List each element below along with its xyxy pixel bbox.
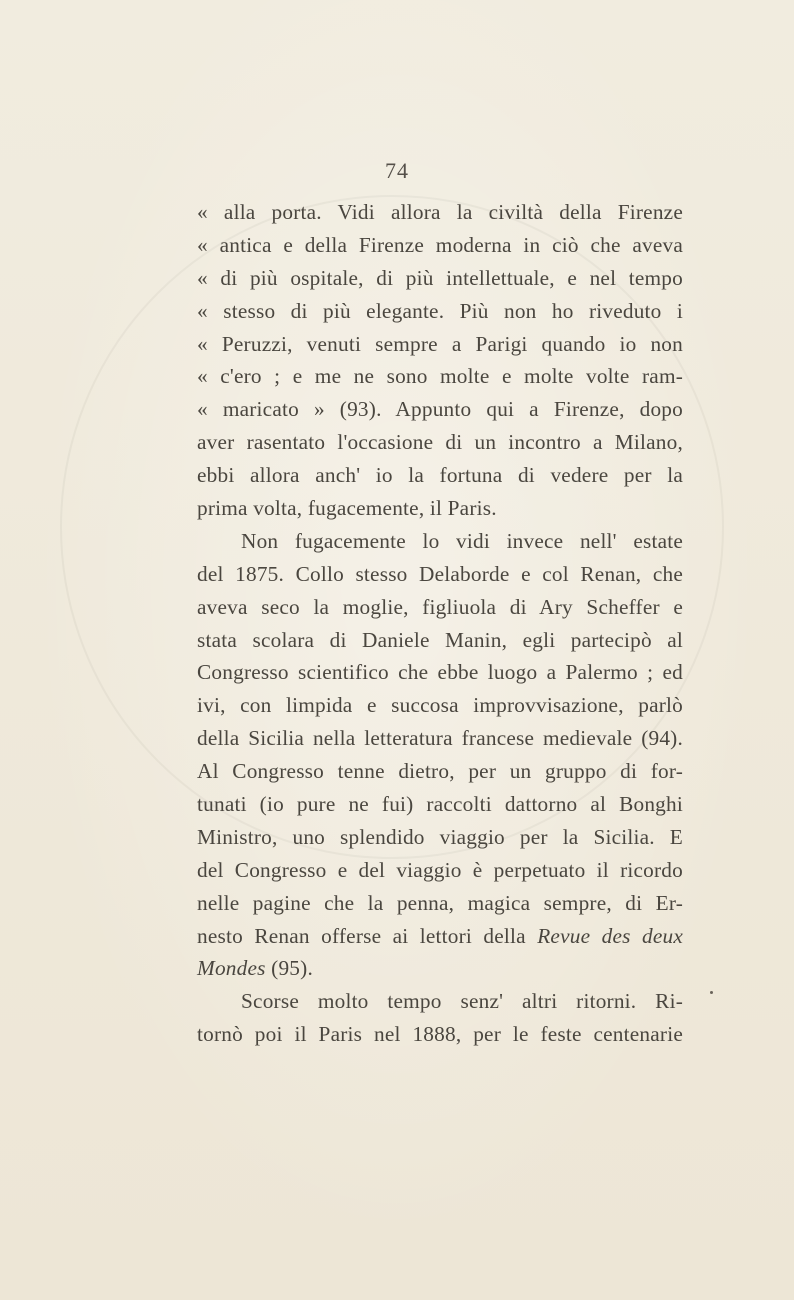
text-line: aveva seco la moglie, figliuola di Ary Scheffer e: [197, 594, 683, 619]
text-fragment: nesto Renan offerse ai lettori della: [197, 923, 526, 948]
text-line: « stesso di più elegante. Più non ho riveduto i: [197, 298, 683, 323]
text-line: del Congresso e del viaggio è perpetuato il ricordo: [197, 857, 683, 882]
text-line: « Peruzzi, venuti sempre a Parigi quando io non: [197, 331, 683, 356]
text-line: prima volta, fugacemente, il Paris.: [197, 496, 497, 521]
text-line: ebbi allora anch' io la fortuna di vedere per la: [197, 463, 683, 488]
journal-title: Mondes: [197, 956, 266, 981]
text-line: « maricato » (93). Appunto qui a Firenze, dopo: [197, 397, 683, 422]
footnote-ref: (95).: [271, 956, 313, 981]
body-text: [197, 196, 683, 1051]
text-line: tornò poi il Paris nel 1888, per le feste centenarie: [197, 1022, 683, 1047]
text-line-with-journal: [197, 920, 683, 953]
text-line: tunati (io pure ne fui) raccolti dattorno al Bonghi: [197, 792, 683, 817]
text-line: del 1875. Collo stesso Delaborde e col Renan, che: [197, 561, 683, 586]
text-line: Non fugacemente lo vidi invece nell' estate: [241, 528, 683, 553]
text-line: stata scolara di Daniele Manin, egli partecipò al: [197, 627, 683, 652]
text-line: « di più ospitale, di più intellettuale, e nel tempo: [197, 265, 683, 290]
page-number: 74: [385, 158, 409, 183]
text-line: « alla porta. Vidi allora la civiltà della Firenze: [197, 200, 683, 224]
text-line: ivi, con limpida e succosa improvvisazione, parlò: [197, 693, 683, 718]
paper-speck: [710, 991, 713, 994]
text-line: « antica e della Firenze moderna in ciò che aveva: [197, 232, 683, 257]
text-line: della Sicilia nella letteratura francese medievale (94).: [197, 726, 683, 751]
text-line: « c'ero ; e me ne sono molte e molte volte ram-: [197, 364, 683, 389]
journal-title: Revue des deux: [537, 923, 683, 948]
text-line: Congresso scientifico che ebbe luogo a Palermo ; ed: [197, 660, 683, 685]
text-line: Ministro, uno splendido viaggio per la Sicilia. E: [197, 824, 683, 849]
text-line: aver rasentato l'occasione di un incontro a Milano,: [197, 430, 683, 455]
text-line: nelle pagine che la penna, magica sempre, di Er-: [197, 890, 683, 915]
text-line: Al Congresso tenne dietro, per un gruppo di for-: [197, 759, 683, 784]
text-line: Scorse molto tempo senz' altri ritorni. Ri-: [241, 989, 683, 1014]
text-line-with-journal: [197, 952, 683, 985]
